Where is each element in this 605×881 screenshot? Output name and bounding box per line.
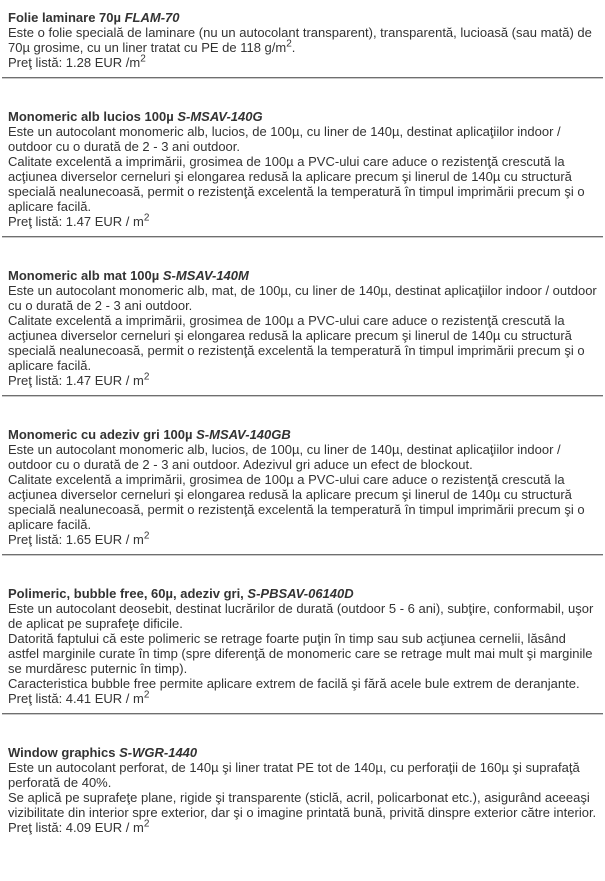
product-title-line — [8, 109, 597, 124]
description-paragraph: Este un autocolant deosebit, destinat lucrărilor de durată (outdoor 5 - 6 ani), subţire, conformabil, uşor de aplicat pe suprafeţe dificile. — [8, 601, 594, 631]
description-paragraph: Caracteristica bubble free permite aplicare extrem de facilă şi fără acele bule extrem de deranjante. — [8, 676, 580, 691]
description-paragraph: Se aplică pe suprafeţe plane, rigide şi transparente (sticlă, acril, policarbonat etc.), asigurând aceeaşi vizibilitate din interior spre exterior, dar şi o imagine printată bună, privită dinspre exterior către interior. — [8, 790, 597, 820]
description-paragraph: Datorită faptului că este polimeric se retrage foarte puţin în timp sau sub acţiunea cernelii, lăsând astfel marginile curate în timp (spre diferenţă de monomeric care se retrage mult mai mult şi marginile se murdăresc puternic în timp). — [8, 631, 593, 676]
superscript-2: 2 — [140, 53, 146, 65]
product-code: S-MSAV-140M — [162, 268, 249, 283]
product-description — [8, 283, 597, 373]
product-code: S-MSAV-140GB — [196, 427, 291, 442]
product-title: Monomeric alb mat 100µ — [8, 268, 160, 283]
price-line: Preţ listă: 1.28 EUR $/m^2$ — [8, 53, 146, 70]
description-paragraph: Este o folie specială de laminare (nu un autocolant transparent), transparentă, lucioasă (sau mată) de 70µ grosime, cu un liner tratat cu PE de 118 $g/m^2$. — [8, 25, 592, 55]
superscript-2: 2 — [143, 530, 150, 542]
product-description — [8, 601, 597, 691]
product-title-line — [8, 745, 597, 760]
product-title-line — [8, 427, 597, 442]
product-code: S-WGR-1440 — [119, 745, 198, 760]
product-section — [8, 268, 597, 397]
description-paragraph: Este un autocolant monomeric alb, mat, de 100µ, cu liner de 140µ, destinat aplicaţiilor indoor / outdoor cu o durată de 2 - 3 ani outdoor. — [8, 283, 597, 313]
section-divider — [2, 395, 603, 397]
product-description — [8, 442, 597, 532]
section-divider — [2, 77, 603, 79]
superscript-2: 2 — [143, 371, 150, 383]
price-line: Preţ listă: 1.65 EUR / $m^2$ — [8, 530, 150, 547]
product-code: S-PBSAV-06140D — [247, 586, 354, 601]
description-paragraph: Calitate excelentă a imprimării, grosimea de 100µ a PVC-ului care aduce o rezistenţă crescută la acţiunea diverselor cerneluri şi elongarea redusă la aplicare precum şi linerul de 140µ cu structură specială nealunecoasă, permit o rezistenţă excelentă la temperatură în timpul imprimării precum şi o aplicare facilă. — [8, 154, 585, 214]
superscript-2: 2 — [143, 212, 150, 224]
price-line: Preţ listă: 1.47 EUR / $m^2$ — [8, 212, 150, 229]
superscript-2: 2 — [143, 689, 150, 701]
superscript-2: 2 — [286, 38, 292, 50]
product-title: Monomeric cu adeziv gri 100µ — [8, 427, 193, 442]
description-paragraph: Calitate excelentă a imprimării, grosimea de 100µ a PVC-ului care aduce o rezistenţă crescută la acţiunea diverselor cerneluri şi elongarea redusă la aplicare precum şi linerul de 140µ cu structură specială nealunecoasă, permit o rezistenţă excelentă la temperatură în timpul imprimării precum şi o aplicare facilă. — [8, 313, 585, 373]
product-title: Polimeric, bubble free, 60µ, adeziv gri, — [8, 586, 244, 601]
superscript-2: 2 — [143, 818, 150, 830]
product-description — [8, 760, 597, 820]
section-divider — [2, 713, 603, 715]
product-section — [8, 586, 597, 715]
description-paragraph: Este un autocolant monomeric alb, lucios, de 100µ, cu liner de 140µ, destinat aplicaţiilor indoor / outdoor cu o durată de 2 - 3 ani outdoor. — [8, 124, 561, 154]
description-paragraph: Calitate excelentă a imprimării, grosimea de 100µ a PVC-ului care aduce o rezistenţă crescută la acţiunea diverselor cerneluri şi elongarea redusă la aplicare precum şi linerul de 140µ cu structură specială nealunecoasă, permit o rezistenţă excelentă la temperatură în timpul imprimării precum şi o aplicare facilă. — [8, 472, 585, 532]
description-paragraph: Este un autocolant monomeric alb, lucios, de 100µ, cu liner de 140µ, destinat aplicaţiilor indoor / outdoor cu o durată de 2 - 3 ani outdoor. Adezivul gri aduce un efect de blockout. — [8, 442, 561, 472]
product-section — [8, 427, 597, 556]
product-title-line — [8, 586, 597, 601]
description-paragraph: Este un autocolant perforat, de 140µ şi liner tratat PE tot de 140µ, cu perforaţii de 160µ şi suprafaţă perforată de 40%. — [8, 760, 580, 790]
product-code: S-MSAV-140G — [177, 109, 263, 124]
section-divider — [2, 554, 603, 556]
product-section — [8, 10, 597, 79]
product-title-line — [8, 10, 597, 25]
product-title: Monomeric alb lucios 100µ — [8, 109, 174, 124]
product-title: Window graphics — [8, 745, 116, 760]
price-line: Preţ listă: 4.41 EUR / $m^2$ — [8, 689, 150, 706]
product-title-line — [8, 268, 597, 283]
price-line: Preţ listă: 1.47 EUR / $m^2$ — [8, 371, 150, 388]
product-description — [8, 25, 597, 55]
product-section — [8, 109, 597, 238]
product-section — [8, 745, 597, 835]
product-title: Folie laminare 70µ — [8, 10, 121, 25]
price-line: Preţ listă: 4.09 EUR / $m^2$ — [8, 818, 150, 835]
product-code: FLAM-70 — [124, 10, 180, 25]
section-divider — [2, 236, 603, 238]
product-description — [8, 124, 597, 214]
